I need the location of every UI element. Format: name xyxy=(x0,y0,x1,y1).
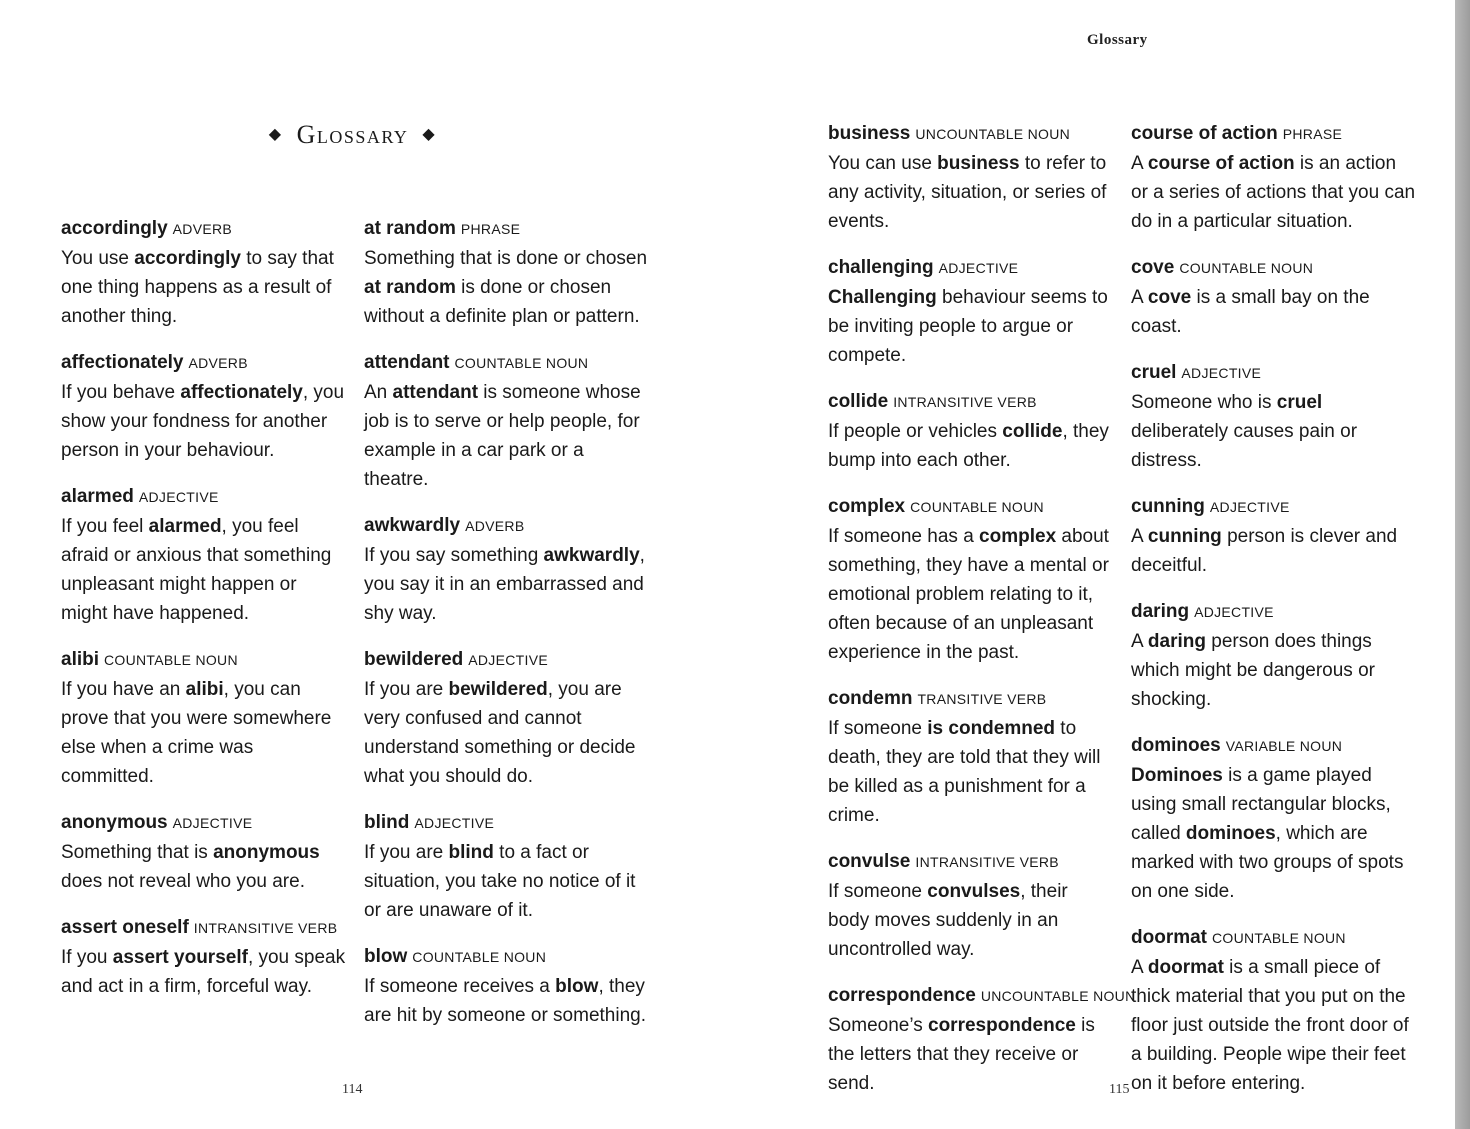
part-of-speech: ADVERB xyxy=(188,355,248,371)
headword: assert oneself xyxy=(61,917,189,938)
entry-heading xyxy=(61,348,346,378)
part-of-speech: PHRASE xyxy=(460,221,521,237)
definition-emphasis: alibi xyxy=(185,679,224,700)
definition-emphasis: doormat xyxy=(1147,957,1224,978)
page-edge-shadow xyxy=(1455,0,1470,1129)
glossary-entry xyxy=(828,119,1113,236)
definition-emphasis: anonymous xyxy=(213,842,320,863)
entry-heading xyxy=(1131,492,1416,522)
definition-text: , you speak and act in a firm, forceful way. xyxy=(61,947,346,997)
headword: daring xyxy=(1131,601,1190,622)
glossary-entry xyxy=(1131,923,1416,1098)
right-page: Glossary business UNCOUNTABLE NOUN You can use business to refer to any activity, situation, or series of events. challenging ADJECTIVE Challenging behaviour seems to be inviting people to argue or compete. collide INTRANSITIVE VERB If people or vehicles collide, they bump into each other. complex COUNTABLE NOUN If someone has a complex about something, they have a mental or emotional problem relating to it, often because of an unpleasant experience in the past. condemn TRANSITIVE VERB If someone is condemned to death, they are told that they will be killed as a punishment for a crime. convulse INTRANSITIVE VERB If someone convulses, their body moves suddenly in an uncontrolled way. correspondence UNCOUNTABLE NOUN Someone’s correspondence is the letters that they receive or send. course of action PHRASE A course of action is an action or a series of actions that you can do in a particular situation. cove COUNTABLE NOUN A cove is a small bay on the coast. cruel ADJECTIVE Someone who is cruel deliberately causes pain or distress. cunning ADJECTIVE A cunning person is clever and deceitful. daring ADJECTIVE A daring person does things which might be dangerous or shocking. dominoes VARIABLE NOUN Dominoes is a game played using small rectangular blocks, called dominoes, which are marked with two groups of spots on one side. doormat COUNTABLE NOUN A doormat is a small piece of thick material that you put on the floor just outside the front door of a building. People wipe their feet on it before entering. 115 xyxy=(727,0,1455,1129)
definition-emphasis: course of action xyxy=(1147,153,1295,174)
headword: alarmed xyxy=(61,486,134,507)
part-of-speech: ADJECTIVE xyxy=(138,489,219,505)
definition-text: , you feel afraid or anxious that something unpleasant might happen or might have happened. xyxy=(61,516,332,624)
definition-emphasis: cruel xyxy=(1276,392,1323,413)
definition-text: is a small bay on the coast. xyxy=(1131,287,1370,337)
definition-text: If you are xyxy=(364,842,449,863)
part-of-speech: INTRANSITIVE VERB xyxy=(915,854,1059,870)
entry-heading xyxy=(828,119,1113,149)
definition-text: You can use xyxy=(828,153,938,174)
glossary-column xyxy=(61,214,346,1018)
definition xyxy=(364,838,649,925)
headword: attendant xyxy=(364,352,450,373)
entry-heading xyxy=(364,808,649,838)
definition-text: If you are xyxy=(364,679,449,700)
definition-text: Something that is xyxy=(61,842,214,863)
glossary-entry xyxy=(61,214,346,331)
chapter-title xyxy=(0,120,705,150)
definition-emphasis: dominoes xyxy=(1185,823,1276,844)
definition-emphasis: at random xyxy=(364,277,456,298)
definition-text: A xyxy=(1131,631,1148,652)
definition-emphasis: correspondence xyxy=(928,1015,1076,1036)
entry-heading xyxy=(828,492,1113,522)
definition-text: , you say it in an embarrassed and shy way. xyxy=(364,545,645,624)
definition-emphasis: bewildered xyxy=(448,679,548,700)
definition-emphasis: complex xyxy=(979,526,1057,547)
definition-emphasis: collide xyxy=(1002,421,1063,442)
definition-text: If someone xyxy=(828,881,928,902)
part-of-speech: PHRASE xyxy=(1282,126,1343,142)
definition-emphasis: daring xyxy=(1147,631,1206,652)
part-of-speech: COUNTABLE NOUN xyxy=(1179,260,1314,276)
headword: at random xyxy=(364,218,456,239)
definition-emphasis: blind xyxy=(448,842,494,863)
definition-text: A xyxy=(1131,957,1148,978)
headword: dominoes xyxy=(1131,735,1221,756)
entry-heading xyxy=(1131,731,1416,761)
headword: affectionately xyxy=(61,352,184,373)
part-of-speech: ADJECTIVE xyxy=(938,260,1019,276)
part-of-speech: COUNTABLE NOUN xyxy=(1212,930,1346,946)
definition xyxy=(61,838,346,896)
definition-text: Someone’s xyxy=(828,1015,928,1036)
definition xyxy=(828,417,1113,475)
definition-emphasis: Challenging xyxy=(828,287,937,308)
entry-heading xyxy=(61,913,346,943)
entry-heading xyxy=(828,387,1113,417)
entry-heading xyxy=(364,214,649,244)
definition-emphasis: cove xyxy=(1147,287,1192,308)
definition-text: , they bump into each other. xyxy=(828,421,1109,471)
definition-emphasis: assert yourself xyxy=(112,947,248,968)
headword: accordingly xyxy=(61,218,168,239)
glossary-entry xyxy=(364,645,649,791)
headword: convulse xyxy=(828,851,911,872)
headword: condemn xyxy=(828,688,913,709)
part-of-speech: UNCOUNTABLE NOUN xyxy=(915,126,1071,142)
glossary-entry xyxy=(364,808,649,925)
headword: doormat xyxy=(1131,927,1207,948)
glossary-entry xyxy=(364,511,649,628)
glossary-entry xyxy=(1131,253,1416,341)
headword: blow xyxy=(364,946,408,967)
part-of-speech: COUNTABLE NOUN xyxy=(910,499,1044,515)
entry-heading xyxy=(1131,923,1416,953)
definition-text: You use xyxy=(61,248,135,269)
definition-emphasis: alarmed xyxy=(148,516,222,537)
glossary-entry xyxy=(61,645,346,791)
definition xyxy=(828,1011,1113,1098)
entry-heading xyxy=(61,482,346,512)
definition xyxy=(61,512,346,628)
glossary-entry xyxy=(1131,597,1416,714)
definition-emphasis: business xyxy=(937,153,1020,174)
definition xyxy=(828,877,1113,964)
definition xyxy=(828,522,1113,667)
headword: collide xyxy=(828,391,889,412)
glossary-entry xyxy=(61,808,346,896)
definition-text: , you can prove that you were somewhere else when a crime was committed. xyxy=(61,679,332,787)
glossary-entry xyxy=(1131,358,1416,475)
headword: blind xyxy=(364,812,410,833)
page-number: 115 xyxy=(1109,1082,1130,1097)
definition xyxy=(364,541,649,628)
definition-text: , their body moves suddenly in an uncontrolled way. xyxy=(828,881,1068,960)
definition-text: deliberately causes pain or distress. xyxy=(1131,421,1358,471)
definition xyxy=(1131,388,1416,475)
entry-heading xyxy=(364,645,649,675)
glossary-entry xyxy=(61,348,346,465)
part-of-speech: INTRANSITIVE VERB xyxy=(893,394,1037,410)
glossary-entry xyxy=(1131,492,1416,580)
headword: cruel xyxy=(1131,362,1177,383)
entry-heading xyxy=(364,511,649,541)
definition xyxy=(61,378,346,465)
headword: cunning xyxy=(1131,496,1205,517)
headword: bewildered xyxy=(364,649,464,670)
glossary-entry xyxy=(828,387,1113,475)
definition-text: , you show your fondness for another person in your behaviour. xyxy=(61,382,345,461)
glossary-entry xyxy=(828,253,1113,370)
definition xyxy=(1131,761,1416,906)
definition-text: If you behave xyxy=(61,382,181,403)
definition-emphasis: accordingly xyxy=(134,248,241,269)
entry-heading xyxy=(61,808,346,838)
glossary-entry xyxy=(828,492,1113,667)
definition-text: person is clever and deceitful. xyxy=(1131,526,1398,576)
definition-text: to refer to any activity, situation, or series of events. xyxy=(828,153,1107,232)
part-of-speech: ADJECTIVE xyxy=(468,652,548,668)
glossary-entry xyxy=(1131,731,1416,906)
definition-text: If someone receives a xyxy=(364,976,556,997)
diamond-ornament-icon: ◆ xyxy=(422,126,437,143)
definition-text: is someone whose job is to serve or help people, for example in a car park or a theatre. xyxy=(364,382,641,490)
part-of-speech: UNCOUNTABLE NOUN xyxy=(980,988,1136,1004)
headword: alibi xyxy=(61,649,100,670)
definition-emphasis: attendant xyxy=(392,382,479,403)
left-page xyxy=(0,0,727,1129)
glossary-entry xyxy=(828,847,1113,964)
definition-text: If you feel xyxy=(61,516,149,537)
definition-text: about something, they have a mental or emotional problem relating to it, often because of an unpleasant experience in the past. xyxy=(828,526,1109,663)
entry-heading xyxy=(1131,597,1416,627)
entry-heading xyxy=(364,348,649,378)
definition-text: If people or vehicles xyxy=(828,421,1003,442)
definition-emphasis: affectionately xyxy=(180,382,303,403)
headword: complex xyxy=(828,496,906,517)
definition-text: is an action or a series of actions that you can do in a particular situation. xyxy=(1131,153,1416,232)
part-of-speech: COUNTABLE NOUN xyxy=(412,949,547,965)
definition xyxy=(61,244,346,331)
definition-text: If you have an xyxy=(61,679,186,700)
definition-text: is the letters that they receive or send. xyxy=(828,1015,1095,1094)
definition-text: person does things which might be dangerous or shocking. xyxy=(1131,631,1375,710)
definition-text: If you xyxy=(61,947,113,968)
entry-heading xyxy=(364,942,649,972)
definition-text: Something that is done or chosen xyxy=(364,248,648,269)
definition-emphasis: convulses xyxy=(927,881,1021,902)
definition-text: to death, they are told that they will be killed as a punishment for a crime. xyxy=(828,718,1101,826)
definition xyxy=(364,378,649,494)
part-of-speech: COUNTABLE NOUN xyxy=(104,652,238,668)
glossary-entry xyxy=(1131,119,1416,236)
definition-text: behaviour seems to be inviting people to argue or compete. xyxy=(828,287,1108,366)
glossary-entry xyxy=(364,942,649,1030)
definition-text: A xyxy=(1131,153,1148,174)
glossary-column xyxy=(1131,119,1416,1115)
definition-text: is a small piece of thick material that you put on the floor just outside the front door of a building. People wipe their feet on it before entering. xyxy=(1131,957,1409,1094)
definition-emphasis: is condemned xyxy=(927,718,1056,739)
glossary-entry xyxy=(364,348,649,494)
definition xyxy=(1131,522,1416,580)
definition-text: A xyxy=(1131,526,1148,547)
headword: awkwardly xyxy=(364,515,461,536)
headword: challenging xyxy=(828,257,934,278)
chapter-title-text: Glossary xyxy=(296,120,409,149)
definition xyxy=(364,972,649,1030)
headword: anonymous xyxy=(61,812,168,833)
definition-text: to a fact or situation, you take no notice of it or are unaware of it. xyxy=(364,842,636,921)
part-of-speech: COUNTABLE NOUN xyxy=(454,355,589,371)
definition-emphasis: cunning xyxy=(1147,526,1222,547)
definition-text: If someone has a xyxy=(828,526,980,547)
definition xyxy=(828,283,1113,370)
entry-heading xyxy=(828,253,1113,283)
glossary-entry xyxy=(828,684,1113,830)
definition xyxy=(1131,283,1416,341)
definition xyxy=(61,675,346,791)
definition-text: , they are hit by someone or something. xyxy=(364,976,646,1026)
part-of-speech: ADJECTIVE xyxy=(1181,365,1262,381)
part-of-speech: ADVERB xyxy=(465,518,525,534)
definition xyxy=(61,943,346,1001)
definition xyxy=(1131,149,1416,236)
glossary-column xyxy=(364,214,649,1047)
definition-text: If someone xyxy=(828,718,928,739)
part-of-speech: ADJECTIVE xyxy=(172,815,253,831)
part-of-speech: TRANSITIVE VERB xyxy=(917,691,1047,707)
definition-text: , which are marked with two groups of spots on one side. xyxy=(1131,823,1404,902)
entry-heading xyxy=(1131,358,1416,388)
part-of-speech: VARIABLE NOUN xyxy=(1225,738,1343,754)
definition-text: , you are very confused and cannot understand something or decide what you should do. xyxy=(364,679,636,787)
part-of-speech: ADJECTIVE xyxy=(1209,499,1290,515)
definition-text: is done or chosen without a definite plan or pattern. xyxy=(364,277,640,327)
definition xyxy=(364,675,649,791)
definition-text: An xyxy=(364,382,393,403)
definition xyxy=(828,714,1113,830)
entry-heading xyxy=(61,645,346,675)
definition xyxy=(1131,953,1416,1098)
definition-text: is a game played using small rectangular blocks, called xyxy=(1131,765,1391,844)
part-of-speech: ADJECTIVE xyxy=(1194,604,1274,620)
page-number: 114 xyxy=(342,1082,363,1097)
glossary-entry xyxy=(61,482,346,628)
headword: correspondence xyxy=(828,985,976,1006)
definition xyxy=(364,244,649,331)
diamond-ornament-icon: ◆ xyxy=(268,126,283,143)
definition-emphasis: Dominoes xyxy=(1131,765,1223,786)
definition-text: does not reveal who you are. xyxy=(61,871,305,892)
entry-heading xyxy=(828,847,1113,877)
entry-heading xyxy=(1131,253,1416,283)
definition-text: Someone who is xyxy=(1131,392,1277,413)
glossary-entry xyxy=(364,214,649,331)
definition-text: A xyxy=(1131,287,1148,308)
part-of-speech: ADVERB xyxy=(172,221,233,237)
part-of-speech: INTRANSITIVE VERB xyxy=(193,920,338,936)
definition xyxy=(828,149,1113,236)
entry-heading xyxy=(828,684,1113,714)
headword: cove xyxy=(1131,257,1175,278)
definition-text: If you say something xyxy=(364,545,544,566)
part-of-speech: ADJECTIVE xyxy=(414,815,495,831)
definition-emphasis: awkwardly xyxy=(543,545,640,566)
definition-text: to say that one thing happens as a result of another thing. xyxy=(61,248,334,327)
entry-heading xyxy=(1131,119,1416,149)
definition-emphasis: blow xyxy=(555,976,599,997)
entry-heading xyxy=(828,981,1136,1011)
entry-heading xyxy=(61,214,346,244)
definition xyxy=(1131,627,1416,714)
headword: course of action xyxy=(1131,123,1278,144)
headword: business xyxy=(828,123,911,144)
glossary-entry xyxy=(61,913,346,1001)
